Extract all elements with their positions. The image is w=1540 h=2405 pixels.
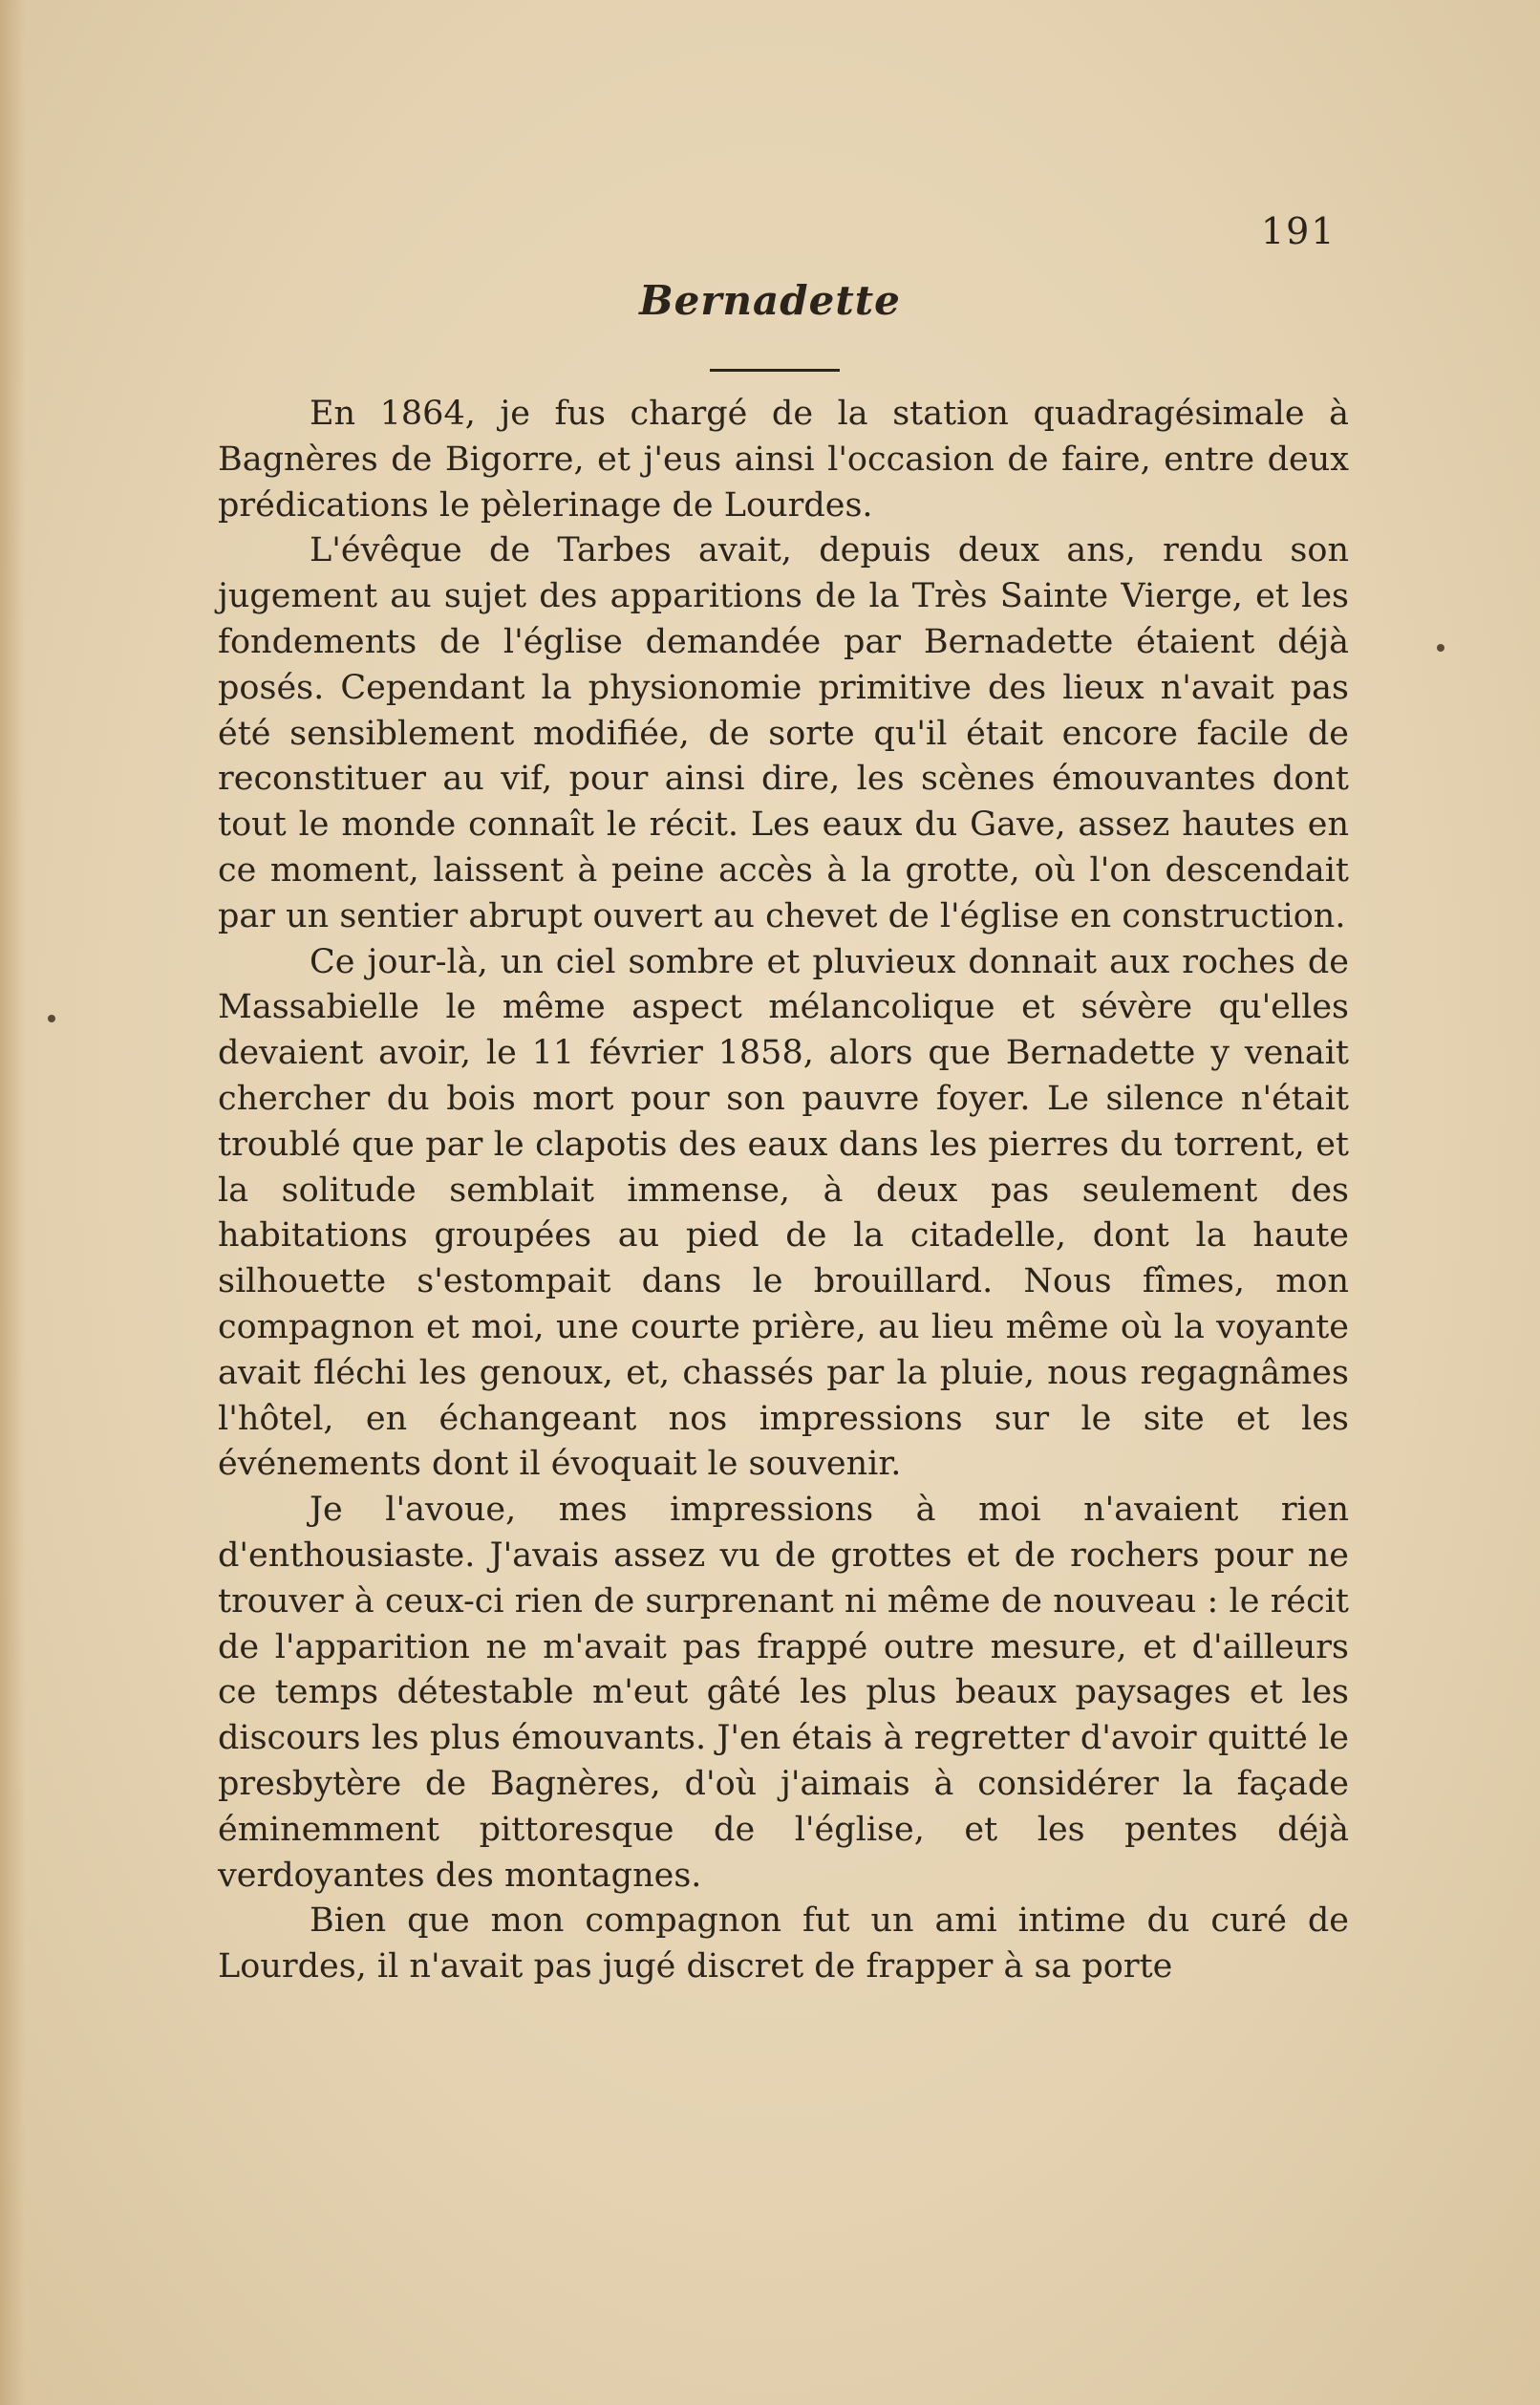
paragraph: En 1864, je fus chargé de la station quadragésimale à Bagnères de Bigorre, et j'eus ainsi l'occasion de faire, entre deux prédications le pèlerinage de Lourdes. [218,395,1349,525]
page-number: 191 [1261,210,1337,252]
paragraph: Bien que mon compagnon fut un ami intime du curé de Lourdes, il n'avait pas jugé discret de frapper à sa porte [218,1901,1349,1986]
ink-speck [48,1015,55,1022]
paragraph: L'évêque de Tarbes avait, depuis deux ans, rendu son jugement au sujet des apparitions de la Très Sainte Vierge, et les fondements de l'église demandée par Bernadette étaient déjà posés. Cependant la physionomie primitive des lieux n'avait pas été sensiblement modifiée, de sorte qu'il était encore facile de reconstituer au vif, pour ainsi dire, les scènes émouvantes dont tout le monde connaît le récit. Les eaux du Gave, assez hautes en ce moment, laissent à peine accès à la grotte, où l'on descendait par un sentier abrupt ouvert au chevet de l'église en construction. [218,531,1349,935]
page-edge-shadow [0,0,25,2405]
paragraph: Je l'avoue, mes impressions à moi n'avaient rien d'enthousiaste. J'avais assez vu de grottes et de rochers pour ne trouver à ceux-ci rien de surprenant ni même de nouveau : le récit de l'apparition ne m'avait pas frappé outre mesure, et d'ailleurs ce temps détestable m'eut gâté les plus beaux paysages et les discours les plus émouvants. J'en étais à regretter d'avoir quitté le presbytère de Bagnères, d'où j'aimais à considérer la façade éminemment pittoresque de l'église, et les pentes déjà verdoyantes des montagnes. [218,1491,1349,1895]
title-divider [710,369,840,372]
chapter-title: Bernadette [639,277,901,324]
ink-speck [1437,644,1444,652]
paragraph: Ce jour-là, un ciel sombre et pluvieux donnait aux roches de Massabielle le même aspect mélancolique et sévère qu'elles devaient avoir, le 11 février 1858, alors que Bernadette y venait chercher du bois mort pour son pauvre foyer. Le silence n'était troublé que par le clapotis des eaux dans les pierres du torrent, et la solitude semblait immense, à deux pas seulement des habitations groupées au pied de la citadelle, dont la haute silhouette s'estompait dans le brouillard. Nous fîmes, mon compagnon et moi, une courte prière, au lieu même où la voyante avait fléchi les genoux, et, chassés par la pluie, nous regagnâmes l'hôtel, en échangeant nos impressions sur le site et les événements dont il évoquait le souvenir. [218,942,1349,1484]
body-text [218,392,1349,1990]
